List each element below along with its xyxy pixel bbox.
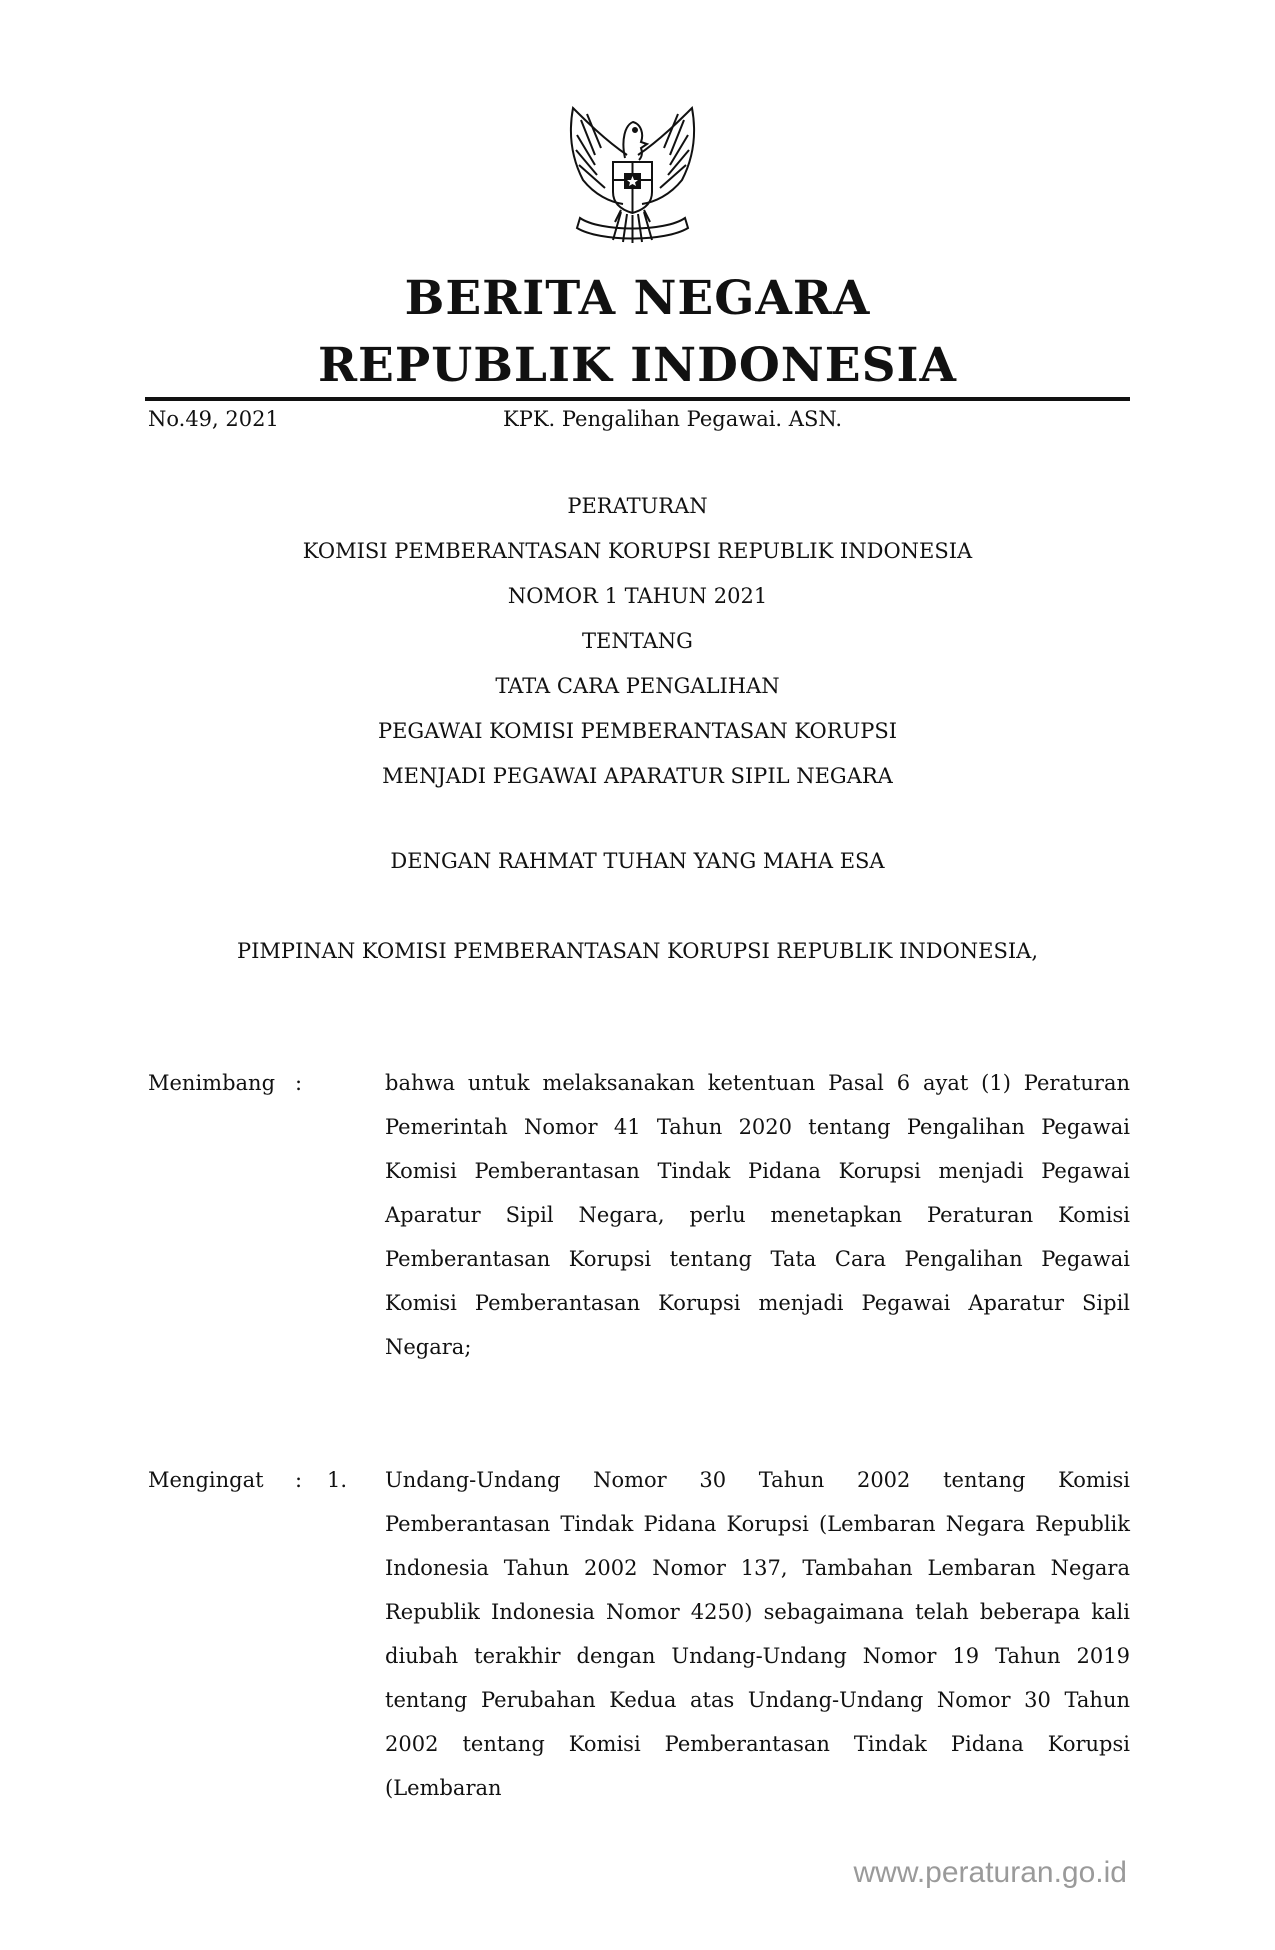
heading-line: MENJADI PEGAWAI APARATUR SIPIL NEGARA bbox=[382, 764, 893, 788]
heading-line: NOMOR 1 TAHUN 2021 bbox=[507, 584, 768, 608]
gazette-subject: KPK. Pengalihan Pegawai. ASN. bbox=[503, 407, 843, 431]
masthead-title-line2: REPUBLIK INDONESIA bbox=[317, 338, 957, 393]
heading-line: TENTANG bbox=[582, 629, 693, 653]
heading-line: KOMISI PEMBERANTASAN KORUPSI REPUBLIK INDONESIA bbox=[302, 539, 973, 563]
menimbang-text: bahwa untuk melaksanakan ketentuan Pasal 6 ayat (1) Peraturan Pemerintah Nomor 41 Tahun 2020 tentang Pengalihan Pegawai Komisi Pemberantasan Tindak Pidana Korupsi menjadi Pegawai Aparatur Sipil Negara, perlu menetapkan Peraturan Komisi Pemberantasan Korupsi tentang Tata Cara Pengalihan Pegawai Komisi Pemberantasan Korupsi menjadi Pegawai Aparatur Sipil Negara; bbox=[385, 1071, 1130, 1359]
masthead-title-line1: BERITA NEGARA bbox=[404, 271, 871, 326]
heading-line: PERATURAN bbox=[567, 494, 708, 518]
invocation: DENGAN RAHMAT TUHAN YANG MAHA ESA bbox=[390, 849, 885, 873]
menimbang-label: Menimbang bbox=[148, 1071, 276, 1095]
mengingat-item-number: 1. bbox=[327, 1468, 348, 1492]
mengingat-colon: : bbox=[295, 1468, 303, 1492]
gazette-number: No.49, 2021 bbox=[148, 407, 279, 431]
mengingat-label: Mengingat bbox=[148, 1468, 264, 1492]
heading-line: PEGAWAI KOMISI PEMBERANTASAN KORUPSI bbox=[377, 719, 898, 743]
mengingat-item-text: Undang-Undang Nomor 30 Tahun 2002 tentang Komisi Pemberantasan Tindak Pidana Korupsi (Lembaran Negara Republik Indonesia Tahun 2002 Nomor 137, Tambahan Lembaran Negara Republik Indonesia Nomor 4250) sebagaimana telah beberapa kali diubah terakhir dengan Undang-Undang Nomor 19 Tahun 2019 tentang Perubahan Kedua atas Undang-Undang Nomor 30 Tahun 2002 tentang Komisi Pemberantasan Tindak Pidana Korupsi (Lembaran bbox=[385, 1468, 1130, 1800]
footer-url: www.peraturan.go.id bbox=[853, 1856, 1127, 1889]
heading-line: TATA CARA PENGALIHAN bbox=[495, 674, 780, 698]
masthead-divider bbox=[145, 397, 1130, 401]
menimbang-colon: : bbox=[295, 1071, 303, 1095]
garuda-emblem-icon bbox=[555, 100, 710, 250]
issuer: PIMPINAN KOMISI PEMBERANTASAN KORUPSI REPUBLIK INDONESIA, bbox=[236, 939, 1039, 963]
